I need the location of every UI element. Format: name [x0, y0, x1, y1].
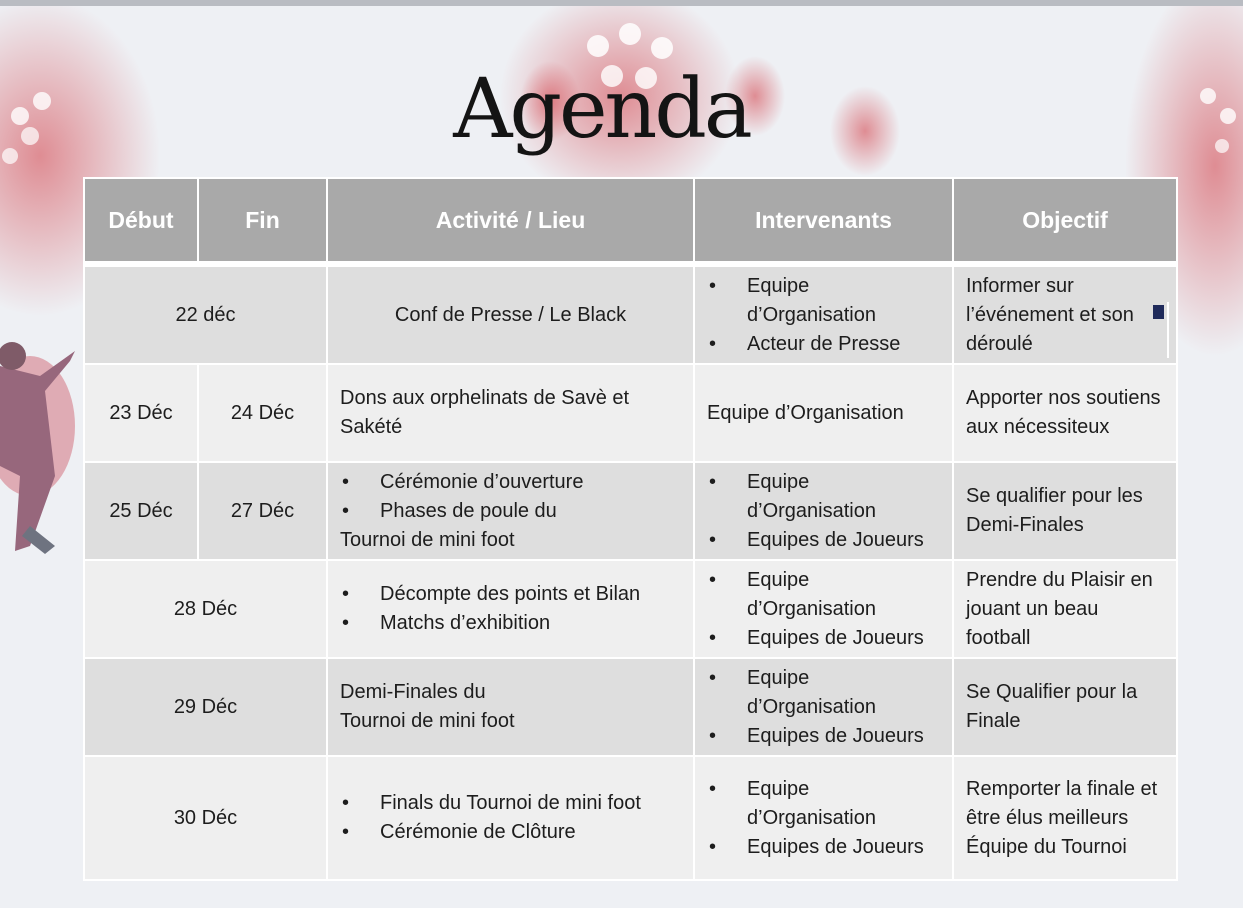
speakers-cell	[695, 561, 952, 657]
football-player-figure	[0, 342, 75, 554]
activity-cell	[328, 659, 693, 755]
activity-item: • Phases de poule du	[340, 497, 681, 526]
objective-cell: Apporter nos soutiens aux nécessiteux	[954, 365, 1176, 461]
resize-handle-marker[interactable]	[1153, 305, 1164, 319]
objective-cell: Informer sur l’événement et son déroulé	[954, 267, 1176, 363]
activity-item: • Décompte des points et Bilan	[340, 580, 681, 609]
activity-cell	[328, 757, 693, 879]
objective-cell: Se qualifier pour les Demi-Finales	[954, 463, 1176, 559]
speaker-item: • Acteur de Presse	[707, 330, 940, 359]
table-row	[85, 267, 1176, 363]
date-cell: 28 Déc	[85, 561, 326, 657]
activity-cell	[328, 561, 693, 657]
speakers-cell	[695, 757, 952, 879]
speaker-item: • Equipe d’Organisation	[707, 272, 940, 330]
start-date-cell: 25 Déc	[85, 463, 197, 559]
objective-cell: Remporter la finale et être élus meilleurs Équipe du Tournoi	[954, 757, 1176, 879]
speakers-cell	[695, 659, 952, 755]
speaker-item: • Equipe d’Organisation	[707, 775, 940, 833]
table-row	[85, 463, 1176, 559]
activity-cell: Conf de Presse / Le Black	[328, 267, 693, 363]
activity-item: • Cérémonie d’ouverture	[340, 468, 681, 497]
speaker-item: • Equipe d’Organisation	[707, 468, 940, 526]
text-cursor-line	[1167, 302, 1169, 358]
end-date-cell: 24 Déc	[199, 365, 326, 461]
table-row	[85, 561, 1176, 657]
page-title: Agenda	[453, 62, 750, 157]
header-objectif: Objectif	[954, 179, 1176, 265]
objective-cell: Prendre du Plaisir en jouant un beau football	[954, 561, 1176, 657]
objective-cell: Se Qualifier pour la Finale	[954, 659, 1176, 755]
speakers-cell: Equipe d’Organisation	[695, 365, 952, 461]
activity-cell: Dons aux orphelinats de Savè et Sakété	[328, 365, 693, 461]
header-fin: Fin	[199, 179, 326, 265]
end-date-cell: 27 Déc	[199, 463, 326, 559]
activity-line: Tournoi de mini foot	[340, 710, 515, 732]
table-header-row	[85, 179, 1176, 265]
table-row	[85, 757, 1176, 879]
speaker-item: • Equipes de Joueurs	[707, 833, 940, 862]
activity-item: • Cérémonie de Clôture	[340, 818, 681, 847]
header-debut: Début	[85, 179, 197, 265]
activity-item: • Matchs d’exhibition	[340, 609, 681, 638]
speaker-item: • Equipe d’Organisation	[707, 566, 940, 624]
date-cell: 29 Déc	[85, 659, 326, 755]
activity-line: Demi-Finales du	[340, 681, 486, 703]
table-row	[85, 365, 1176, 461]
start-date-cell: 23 Déc	[85, 365, 197, 461]
header-activite-lieu: Activité / Lieu	[328, 179, 693, 265]
speaker-item: • Equipes de Joueurs	[707, 722, 940, 751]
activity-cell	[328, 463, 693, 559]
header-intervenants: Intervenants	[695, 179, 952, 265]
speakers-cell	[695, 267, 952, 363]
speakers-cell	[695, 463, 952, 559]
date-cell: 30 Déc	[85, 757, 326, 879]
activity-continuation: Tournoi de mini foot	[340, 528, 515, 551]
activity-item: • Finals du Tournoi de mini foot	[340, 789, 681, 818]
date-cell: 22 déc	[85, 267, 326, 363]
speaker-item: • Equipe d’Organisation	[707, 664, 940, 722]
table-row	[85, 659, 1176, 755]
agenda-table	[83, 177, 1178, 881]
speaker-item: • Equipes de Joueurs	[707, 526, 940, 555]
speaker-item: • Equipes de Joueurs	[707, 624, 940, 653]
